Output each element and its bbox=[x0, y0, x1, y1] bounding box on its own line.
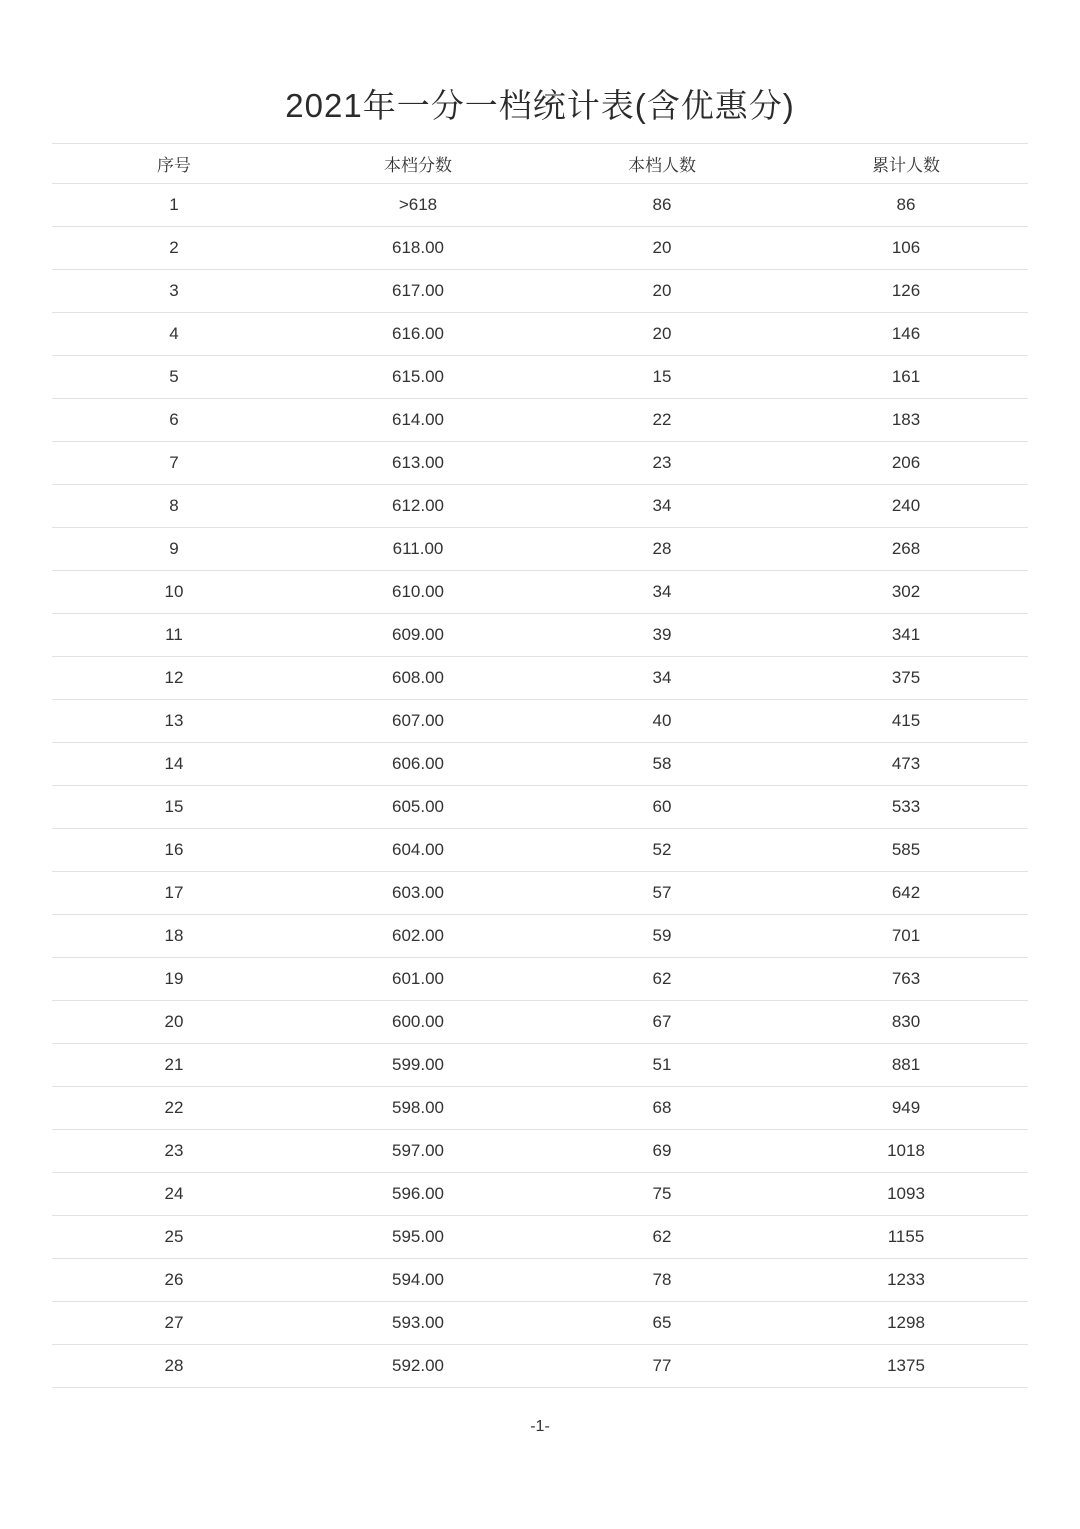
table-cell: 1233 bbox=[784, 1259, 1028, 1302]
table-cell: 23 bbox=[540, 442, 784, 485]
table-cell: 830 bbox=[784, 1001, 1028, 1044]
table-cell: 40 bbox=[540, 700, 784, 743]
table-row bbox=[52, 528, 1028, 571]
column-header-0: 序号 bbox=[52, 144, 296, 184]
table-cell: 612.00 bbox=[296, 485, 540, 528]
table-cell: 1018 bbox=[784, 1130, 1028, 1173]
table-cell: 268 bbox=[784, 528, 1028, 571]
table-cell: 20 bbox=[52, 1001, 296, 1044]
table-row bbox=[52, 227, 1028, 270]
table-cell: 598.00 bbox=[296, 1087, 540, 1130]
table-cell: 28 bbox=[540, 528, 784, 571]
table-row bbox=[52, 1345, 1028, 1388]
table-row bbox=[52, 958, 1028, 1001]
table-row bbox=[52, 399, 1028, 442]
table-cell: 592.00 bbox=[296, 1345, 540, 1388]
table-cell: 75 bbox=[540, 1173, 784, 1216]
table-cell: 415 bbox=[784, 700, 1028, 743]
table-row bbox=[52, 1302, 1028, 1345]
table-row bbox=[52, 1044, 1028, 1087]
table-cell: 585 bbox=[784, 829, 1028, 872]
table-cell: 473 bbox=[784, 743, 1028, 786]
table-cell: 21 bbox=[52, 1044, 296, 1087]
table-cell: 6 bbox=[52, 399, 296, 442]
table-row bbox=[52, 571, 1028, 614]
table-cell: 28 bbox=[52, 1345, 296, 1388]
table-cell: 600.00 bbox=[296, 1001, 540, 1044]
table-cell: 595.00 bbox=[296, 1216, 540, 1259]
table-cell: 19 bbox=[52, 958, 296, 1001]
table-cell: 375 bbox=[784, 657, 1028, 700]
table-cell: 3 bbox=[52, 270, 296, 313]
table-cell: 240 bbox=[784, 485, 1028, 528]
table-cell: 106 bbox=[784, 227, 1028, 270]
table-row bbox=[52, 356, 1028, 399]
table-cell: 126 bbox=[784, 270, 1028, 313]
table-cell: 20 bbox=[540, 227, 784, 270]
table-cell: 613.00 bbox=[296, 442, 540, 485]
table-cell: 22 bbox=[52, 1087, 296, 1130]
table-cell: 146 bbox=[784, 313, 1028, 356]
table-cell: 16 bbox=[52, 829, 296, 872]
table-cell: 701 bbox=[784, 915, 1028, 958]
table-cell: 610.00 bbox=[296, 571, 540, 614]
table-cell: 949 bbox=[784, 1087, 1028, 1130]
table-cell: 62 bbox=[540, 1216, 784, 1259]
table-cell: 14 bbox=[52, 743, 296, 786]
table-cell: 7 bbox=[52, 442, 296, 485]
table-cell: 34 bbox=[540, 571, 784, 614]
table-row bbox=[52, 485, 1028, 528]
table-cell: 24 bbox=[52, 1173, 296, 1216]
table-header bbox=[52, 144, 1028, 184]
table-cell: 614.00 bbox=[296, 399, 540, 442]
table-cell: 15 bbox=[52, 786, 296, 829]
table-row bbox=[52, 1001, 1028, 1044]
table-row bbox=[52, 1173, 1028, 1216]
table-cell: 594.00 bbox=[296, 1259, 540, 1302]
table-row bbox=[52, 872, 1028, 915]
table-cell: 57 bbox=[540, 872, 784, 915]
table-cell: 77 bbox=[540, 1345, 784, 1388]
table-cell: 60 bbox=[540, 786, 784, 829]
table-cell: 65 bbox=[540, 1302, 784, 1345]
table-cell: 606.00 bbox=[296, 743, 540, 786]
table-header-row bbox=[52, 144, 1028, 184]
table-cell: 763 bbox=[784, 958, 1028, 1001]
table-cell: 25 bbox=[52, 1216, 296, 1259]
table-row bbox=[52, 1087, 1028, 1130]
table-cell: 12 bbox=[52, 657, 296, 700]
table-cell: 51 bbox=[540, 1044, 784, 1087]
table-row bbox=[52, 1259, 1028, 1302]
table-cell: 86 bbox=[540, 184, 784, 227]
table-cell: 604.00 bbox=[296, 829, 540, 872]
table-row bbox=[52, 442, 1028, 485]
table-cell: 642 bbox=[784, 872, 1028, 915]
table-cell: 78 bbox=[540, 1259, 784, 1302]
table-cell: 1298 bbox=[784, 1302, 1028, 1345]
table-cell: 68 bbox=[540, 1087, 784, 1130]
table-cell: 533 bbox=[784, 786, 1028, 829]
table-cell: 4 bbox=[52, 313, 296, 356]
table-cell: 616.00 bbox=[296, 313, 540, 356]
table-cell: 23 bbox=[52, 1130, 296, 1173]
page-number: -1- bbox=[530, 1418, 550, 1435]
table-cell: 617.00 bbox=[296, 270, 540, 313]
table-cell: 20 bbox=[540, 270, 784, 313]
page-title: 2021年一分一档统计表(含优惠分) bbox=[285, 87, 795, 124]
table-cell: 593.00 bbox=[296, 1302, 540, 1345]
table-row bbox=[52, 786, 1028, 829]
table-row bbox=[52, 1130, 1028, 1173]
table-cell: 26 bbox=[52, 1259, 296, 1302]
table-cell: 183 bbox=[784, 399, 1028, 442]
table-cell: 615.00 bbox=[296, 356, 540, 399]
table-cell: 18 bbox=[52, 915, 296, 958]
column-header-2: 本档人数 bbox=[540, 144, 784, 184]
score-distribution-table bbox=[52, 143, 1028, 1388]
table-cell: 1375 bbox=[784, 1345, 1028, 1388]
table-cell: 611.00 bbox=[296, 528, 540, 571]
table-cell: 602.00 bbox=[296, 915, 540, 958]
table-cell: 599.00 bbox=[296, 1044, 540, 1087]
table-cell: 2 bbox=[52, 227, 296, 270]
table-row bbox=[52, 184, 1028, 227]
table-cell: 618.00 bbox=[296, 227, 540, 270]
table-cell: 13 bbox=[52, 700, 296, 743]
table-row bbox=[52, 1216, 1028, 1259]
column-header-3: 累计人数 bbox=[784, 144, 1028, 184]
table-cell: 86 bbox=[784, 184, 1028, 227]
table-cell: 609.00 bbox=[296, 614, 540, 657]
table-cell: 1 bbox=[52, 184, 296, 227]
table-row bbox=[52, 614, 1028, 657]
table-row bbox=[52, 700, 1028, 743]
table-cell: 67 bbox=[540, 1001, 784, 1044]
table-cell: 11 bbox=[52, 614, 296, 657]
table-cell: 27 bbox=[52, 1302, 296, 1345]
table-row bbox=[52, 915, 1028, 958]
table-cell: 161 bbox=[784, 356, 1028, 399]
table-cell: 341 bbox=[784, 614, 1028, 657]
table-cell: 9 bbox=[52, 528, 296, 571]
table-cell: 302 bbox=[784, 571, 1028, 614]
table-cell: 10 bbox=[52, 571, 296, 614]
table-cell: 597.00 bbox=[296, 1130, 540, 1173]
table-cell: 5 bbox=[52, 356, 296, 399]
table-cell: 69 bbox=[540, 1130, 784, 1173]
table-cell: 206 bbox=[784, 442, 1028, 485]
table-cell: 8 bbox=[52, 485, 296, 528]
table-cell: 1155 bbox=[784, 1216, 1028, 1259]
table-cell: 596.00 bbox=[296, 1173, 540, 1216]
table-cell: 607.00 bbox=[296, 700, 540, 743]
table-row bbox=[52, 313, 1028, 356]
table-cell: 59 bbox=[540, 915, 784, 958]
table-cell: 15 bbox=[540, 356, 784, 399]
table-cell: 881 bbox=[784, 1044, 1028, 1087]
table-cell: 1093 bbox=[784, 1173, 1028, 1216]
table-cell: 62 bbox=[540, 958, 784, 1001]
table-cell: 20 bbox=[540, 313, 784, 356]
table-cell: 34 bbox=[540, 485, 784, 528]
table-cell: 22 bbox=[540, 399, 784, 442]
table-body bbox=[52, 184, 1028, 1388]
table-row bbox=[52, 657, 1028, 700]
table-cell: 605.00 bbox=[296, 786, 540, 829]
table-cell: 601.00 bbox=[296, 958, 540, 1001]
table-cell: 52 bbox=[540, 829, 784, 872]
table-cell: 603.00 bbox=[296, 872, 540, 915]
table-cell: 39 bbox=[540, 614, 784, 657]
table-row bbox=[52, 829, 1028, 872]
table-cell: >618 bbox=[296, 184, 540, 227]
table-row bbox=[52, 270, 1028, 313]
table-cell: 58 bbox=[540, 743, 784, 786]
table-cell: 34 bbox=[540, 657, 784, 700]
table-row bbox=[52, 743, 1028, 786]
table-cell: 17 bbox=[52, 872, 296, 915]
table-cell: 608.00 bbox=[296, 657, 540, 700]
column-header-1: 本档分数 bbox=[296, 144, 540, 184]
